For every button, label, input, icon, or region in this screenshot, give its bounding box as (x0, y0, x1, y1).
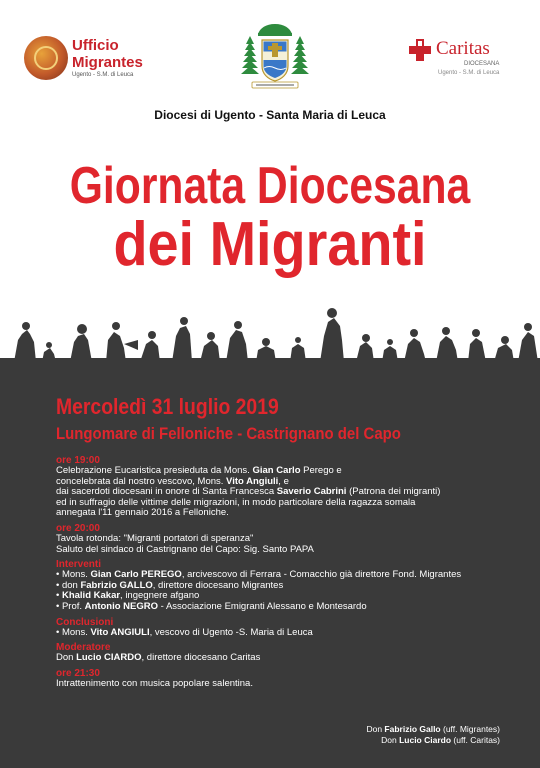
coat-of-arms-icon (238, 22, 312, 92)
signatures (366, 724, 500, 746)
caritas-sub: DIOCESANA (464, 61, 500, 67)
program-line: ed in suffragio delle vittime delle migrazioni, in modo particolare della ragazza somala (56, 496, 416, 508)
section-heading: Conclusioni (56, 616, 114, 628)
program-line: • Prof. Antonio NEGRO - Associazione Emigranti Alessano e Montesardo (56, 600, 367, 612)
title-line-2: dei Migranti (113, 210, 427, 279)
caritas-logo (408, 38, 518, 80)
program (56, 455, 526, 693)
section-heading: Interventi (56, 559, 102, 571)
program-line: • don Fabrizio GALLO, direttore diocesano Migrantes (56, 579, 284, 591)
program-section-2000 (56, 523, 526, 555)
program-section-moderatore (56, 642, 526, 664)
event-place: Lungomare di Felloniche - Castrignano del Capo (56, 424, 401, 443)
program-line: Tavola rotonda: "Migranti portatori di speranza" (56, 532, 254, 544)
signature-caritas: Don Lucio Ciardo (uff. Caritas) (381, 735, 500, 745)
migrants-silhouette (0, 300, 540, 370)
section-heading: ore 20:00 (56, 522, 100, 534)
logo-left-line1: Ufficio (72, 37, 119, 54)
program-line: • Mons. Gian Carlo PEREGO, arcivescovo di Ferrara - Comacchio già direttore Fond. Migrantes (56, 569, 462, 581)
caritas-place: Ugento - S.M. di Leuca (438, 70, 500, 76)
caritas-cross-icon (408, 38, 432, 62)
program-line: Celebrazione Eucaristica presieduta da Mons. Gian Carlo Perego e (56, 465, 342, 476)
program-line: concelebrata dal nostro vescovo, Mons. Vito Angiuli, e (56, 475, 289, 487)
program-line: dai sacerdoti diocesani in onore di Santa Francesca Saverio Cabrini (Patrona dei migranti) (56, 486, 441, 498)
event-date: Mercoledì 31 luglio 2019 (56, 394, 279, 419)
program-line: • Mons. Vito ANGIULI, vescovo di Ugento -S. Maria di Leuca (56, 626, 313, 638)
program-section-interventi (56, 559, 526, 612)
diocese-name: Diocesi di Ugento - Santa Maria di Leuca (154, 108, 386, 122)
section-heading: Moderatore (56, 642, 111, 654)
program-line: • Khalid Kakar, ingegnere afgano (56, 590, 200, 602)
program-section-conclusioni (56, 617, 526, 639)
ufficio-migrantes-logo (24, 36, 144, 80)
migrantes-logo-icon (24, 36, 68, 80)
program-line: Intrattenimento con musica popolare salentina. (56, 677, 253, 689)
signature-migrantes: Don Fabrizio Gallo (uff. Migrantes) (366, 724, 500, 734)
section-heading: ore 21:30 (56, 667, 100, 679)
program-line: Don Lucio CIARDO, direttore diocesano Caritas (56, 652, 261, 664)
program-section-1900 (56, 455, 526, 519)
logo-left-line2: Migrantes (72, 54, 143, 71)
caritas-name: Caritas (436, 38, 490, 59)
title-line-1: Giornata Diocesana (69, 157, 471, 215)
section-heading: ore 19:00 (56, 455, 100, 466)
logo-left-line3: Ugento - S.M. di Leuca (72, 72, 134, 78)
program-line: Saluto del sindaco di Castrignano del Capo: Sig. Santo PAPA (56, 543, 314, 555)
program-section-2130 (56, 668, 526, 690)
program-line: annegata l'11 gennaio 2016 a Felloniche. (56, 507, 229, 519)
